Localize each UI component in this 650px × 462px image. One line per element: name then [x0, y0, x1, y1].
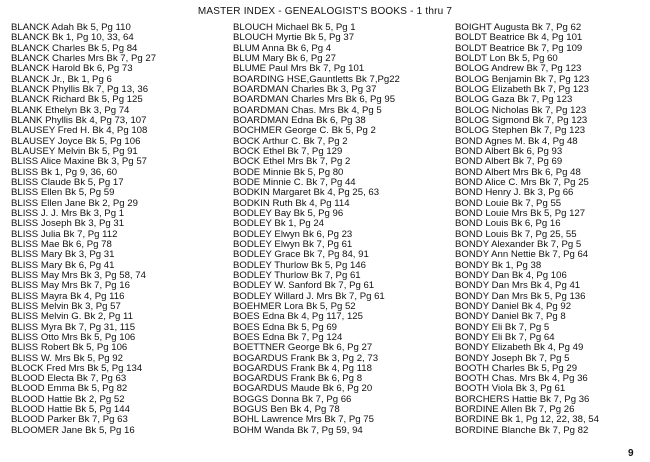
- index-entry: BOLDT Lon Bk 5, Pg 60: [455, 53, 558, 64]
- index-entry: BOGARDUS Frank Bk 6, Pg 8: [233, 374, 363, 385]
- index-entry: BLAUSEY Melvin Bk 5, Pg 91: [11, 146, 138, 157]
- index-entry: BLISS Ellen Bk 5, Pg 59: [11, 188, 115, 199]
- index-entry: BODLEY Thurlow Bk 7, Pg 61: [233, 270, 361, 281]
- index-entry: BODLEY W. Sanford Bk 7, Pg 61: [233, 281, 375, 292]
- index-entry: BOARDING HSE,Gauntletts Bk 7,Pg22: [233, 74, 400, 85]
- index-entry: BONDY Eli Bk 7, Pg 64: [455, 332, 555, 343]
- index-entry: BOLOG Elizabeth Bk 7, Pg 123: [455, 84, 589, 95]
- index-entry: BOLDT Beatrice Bk 4, Pg 101: [455, 33, 583, 44]
- index-entry: BOOTH Charles Bk 5, Pg 29: [455, 363, 578, 374]
- index-entry: BLISS Mae Bk 6, Pg 78: [11, 239, 112, 250]
- index-entry: BLANK Phyllis Bk 4, Pg 73, 107: [11, 115, 147, 126]
- index-entry: BOES Edna Bk 7, Pg 124: [233, 332, 343, 343]
- index-entry: BOLOG Stephen Bk 7, Pg 123: [455, 126, 586, 137]
- index-entry: BLUME Paul Mrs Bk 7, Pg 101: [233, 64, 365, 75]
- index-entry: BLISS Mary Bk 6, Pg 41: [11, 260, 115, 271]
- index-entry: BOND Louis Bk 7, Pg 25, 55: [455, 229, 577, 240]
- index-entry: BLISS J. J. Mrs Bk 3, Pg 1: [11, 208, 125, 219]
- index-entry: BOCK Ethel Bk 7, Pg 129: [233, 146, 343, 157]
- index-entry: BOOTH Viola Bk 3, Pg 61: [455, 384, 566, 395]
- index-entry: BOCK Arthur C. Bk 7, Pg 2: [233, 136, 348, 147]
- index-column-3: [455, 23, 650, 436]
- index-column-1: [11, 23, 223, 436]
- index-entry: BLISS Melvin G. Bk 2, Pg 11: [11, 312, 133, 323]
- index-entry: BLUM Mary Bk 6, Pg 27: [233, 53, 336, 64]
- index-entry: BLISS Ellen Jane Bk 2, Pg 29: [11, 198, 138, 209]
- page-title: MASTER INDEX - GENEALOGIST'S BOOKS - 1 thru 7: [197, 6, 453, 17]
- index-entry: BLISS Otto Mrs Bk 5, Pg 106: [11, 332, 136, 343]
- index-entry: BONDY Daniel Bk 7, Pg 8: [455, 312, 566, 323]
- index-entry: BOLOG Andrew Bk 7, Pg 123: [455, 64, 582, 75]
- index-column-2: [233, 23, 445, 436]
- index-entry: BONDY Alexander Bk 7, Pg 5: [455, 239, 582, 250]
- index-entry: BONDY Eli Bk 7, Pg 5: [455, 322, 550, 333]
- index-entry: BODLEY Grace Bk 7, Pg 84, 91: [233, 250, 369, 261]
- index-entry: BLISS Julia Bk 7, Pg 112: [11, 229, 118, 240]
- index-entry: BOGARDUS Maude Bk 6, Pg 20: [233, 384, 373, 395]
- index-entry: BOLDT Beatrice Bk 7, Pg 109: [455, 43, 583, 54]
- index-entry: BONDY Dan Mrs Bk 4, Pg 41: [455, 281, 581, 292]
- index-entry: BLISS Claude Bk 5, Pg 17: [11, 177, 124, 188]
- index-entry: BOND Louie Bk 7, Pg 55: [455, 198, 562, 209]
- index-entry: BORDINE Allen Bk 7, Pg 26: [455, 405, 575, 416]
- index-entry: BLANCK Phyllis Bk 7, Pg 13, 36: [11, 84, 149, 95]
- index-entry: BODE Minnie C. Bk 7, Pg 44: [233, 177, 356, 188]
- index-entry: BLISS Mayra Bk 4, Pg 116: [11, 291, 125, 302]
- index-entry: BODLEY Bay Bk 5, Pg 96: [233, 208, 344, 219]
- index-entry: BODLEY Bk 1, Pg 24: [233, 219, 325, 230]
- index-entry: BOLOG Gaza Bk 7, Pg 123: [455, 95, 573, 106]
- index-entry: BOGARDUS Frank Bk 4, Pg 118: [233, 363, 372, 374]
- index-entry: BOND Louis Bk 6, Pg 16: [455, 219, 561, 230]
- index-entry: BONDY Bk 1, Pg 38: [455, 260, 542, 271]
- index-entry: BLANCK Jr., Bk 1, Pg 6: [11, 74, 112, 85]
- index-entry: BLISS Joseph Bk 3, Pg 31: [11, 219, 125, 230]
- index-entry: BOARDMAN Edna Bk 6, Pg 38: [233, 115, 366, 126]
- index-entry: BOLOG Sigmond Bk 7, Pg 123: [455, 115, 588, 126]
- index-entry: BOND Henry J. Bk 3, Pg 66: [455, 188, 574, 199]
- index-entry: BOETTNER George Bk 6, Pg 27: [233, 343, 373, 354]
- index-entry: BLISS May Mrs Bk 7, Pg 16: [11, 281, 130, 292]
- index-entry: BLISS Robert Bk 5, Pg 106: [11, 343, 128, 354]
- index-entry: BLOUCH Myrtie Bk 5, Pg 37: [233, 33, 355, 44]
- index-entry: BOND Albert Bk 6, Pg 93: [455, 146, 563, 157]
- index-entry: BLISS Mary Bk 3, Pg 31: [11, 250, 115, 261]
- index-entry: BODLEY Elwyn Bk 7, Pg 61: [233, 239, 353, 250]
- index-entry: BLANCK Charles Bk 5, Pg 84: [11, 43, 138, 54]
- index-entry: BONDY Daniel Bk 4, Pg 92: [455, 301, 572, 312]
- index-entry: BOND Albert Bk 7, Pg 69: [455, 157, 563, 168]
- index-entry: BOGARDUS Frank Bk 3, Pg 2, 73: [233, 353, 379, 364]
- index-entry: BOIGHT Augusta Bk 7, Pg 62: [455, 23, 582, 33]
- index-entry: BOLOG Nicholas Bk 7, Pg 123: [455, 105, 587, 116]
- index-entry: BLOOD Electa Bk 7, Pg 63: [11, 374, 127, 385]
- index-entry: BODLEY Thurlow Bk 5, Pg 146: [233, 260, 366, 271]
- index-entry: BONDY Dan Mrs Bk 5, Pg 136: [455, 291, 586, 302]
- page-number: 9: [628, 448, 634, 459]
- index-entry: BLISS May Mrs Bk 3, Pg 58, 74: [11, 270, 146, 281]
- index-entry: BOCHMER George C. Bk 5, Pg 2: [233, 126, 376, 137]
- index-entry: BLOOD Hattie Bk 2, Pg 52: [11, 394, 125, 405]
- index-entry: BLANCK Richard Bk 5, Pg 125: [11, 95, 143, 106]
- index-entry: BONDY Dan Bk 4, Pg 106: [455, 270, 567, 281]
- index-entry: BLANCK Harold Bk 6, Pg 73: [11, 64, 133, 75]
- index-entry: BLOOD Parker Bk 7, Pg 63: [11, 415, 128, 426]
- index-entry: BOND Albert Mrs Bk 6, Pg 48: [455, 167, 581, 178]
- index-entry: BOARDMAN Charles Mrs Bk 6, Pg 95: [233, 95, 396, 106]
- index-entry: BOGGS Donna Bk 7, Pg 66: [233, 394, 352, 405]
- index-entry: BONDY Elizabeth Bk 4, Pg 49: [455, 343, 584, 354]
- index-entry: BOARDMAN Charles Bk 3, Pg 37: [233, 84, 377, 95]
- index-entry: BODKIN Ruth Bk 4, Pg 114: [233, 198, 350, 209]
- index-entry: BODLEY Willard J. Mrs Bk 7, Pg 61: [233, 291, 385, 302]
- index-entry: BOHM Wanda Bk 7, Pg 59, 94: [233, 425, 363, 436]
- index-entry: BONDY Ann Nettie Bk 7, Pg 64: [455, 250, 589, 261]
- index-entry: BOLOG Benjamin Bk 7, Pg 123: [455, 74, 590, 85]
- index-entry: BLUM Anna Bk 6, Pg 4: [233, 43, 332, 54]
- index-entry: BOARDMAN Chas. Mrs Bk 4, Pg 5: [233, 105, 382, 116]
- index-entry: BOOTH Chas. Mrs Bk 4, Pg 36: [455, 374, 588, 385]
- index-entry: BLANCK Adah Bk 5, Pg 110: [11, 23, 131, 33]
- index-entry: BOHL Lawrence Mrs Bk 7, Pg 75: [233, 415, 374, 426]
- index-entry: BLOUCH Michael Bk 5, Pg 1: [233, 23, 356, 33]
- index-entry: BLOOMER Jane Bk 5, Pg 16: [11, 425, 135, 436]
- index-entry: BORDINE Blanche Bk 7, Pg 82: [455, 425, 589, 436]
- index-entry: BODKIN Margaret Bk 4, Pg 25, 63: [233, 188, 380, 199]
- index-entry: BLISS W. Mrs Bk 5, Pg 92: [11, 353, 123, 364]
- index-entry: BOND Agnes M. Bk 4, Pg 48: [455, 136, 578, 147]
- index-entry: BOND Alice C. Mrs Bk 7, Pg 25: [455, 177, 589, 188]
- index-entry: BODE Minnie Bk 5, Pg 80: [233, 167, 344, 178]
- index-entry: BLISS Alice Maxine Bk 3, Pg 57: [11, 157, 147, 168]
- index-entry: BORDINE Bk 1, Pg 12, 22, 38, 54: [455, 415, 599, 426]
- index-entry: BOCK Ethel Mrs Bk 7, Pg 2: [233, 157, 351, 168]
- index-entry: BOND Louie Mrs Bk 5, Pg 127: [455, 208, 586, 219]
- index-entry: BOES Edna Bk 4, Pg 117, 125: [233, 312, 363, 323]
- index-entry: BLANK Ethelyn Bk 3, Pg 74: [11, 105, 130, 116]
- index-entry: BLISS Bk 1, Pg 9, 36, 60: [11, 167, 118, 178]
- index-entry: BLANCK Bk 1, Pg 10, 33, 64: [11, 33, 134, 44]
- index-entry: BLOOD Emma Bk 5, Pg 82: [11, 384, 128, 395]
- index-entry: BLAUSEY Joyce Bk 5, Pg 106: [11, 136, 141, 147]
- index-entry: BLAUSEY Fred H. Bk 4, Pg 108: [11, 126, 148, 137]
- index-entry: BLOOD Hattie Bk 5, Pg 144: [11, 405, 130, 416]
- index-entry: BOES Edna Bk 5, Pg 69: [233, 322, 337, 333]
- index-entry: BORCHERS Hattie Bk 7, Pg 36: [455, 394, 590, 405]
- index-entry: BLOCK Fred Mrs Bk 5, Pg 134: [11, 363, 143, 374]
- index-entry: BONDY Joseph Bk 7, Pg 5: [455, 353, 570, 364]
- index-entry: BOEHMER Lora Bk 5, Pg 52: [233, 301, 356, 312]
- index-entry: BLANCK Charles Mrs Bk 7, Pg 27: [11, 53, 157, 64]
- index-entry: BLISS Melvin Bk 3, Pg 57: [11, 301, 121, 312]
- index-entry: BODLEY Elwyn Bk 6, Pg 23: [233, 229, 353, 240]
- index-entry: BLISS Myra Bk 7, Pg 31, 115: [11, 322, 136, 333]
- index-entry: BOGUS Ben Bk 4, Pg 78: [233, 405, 340, 416]
